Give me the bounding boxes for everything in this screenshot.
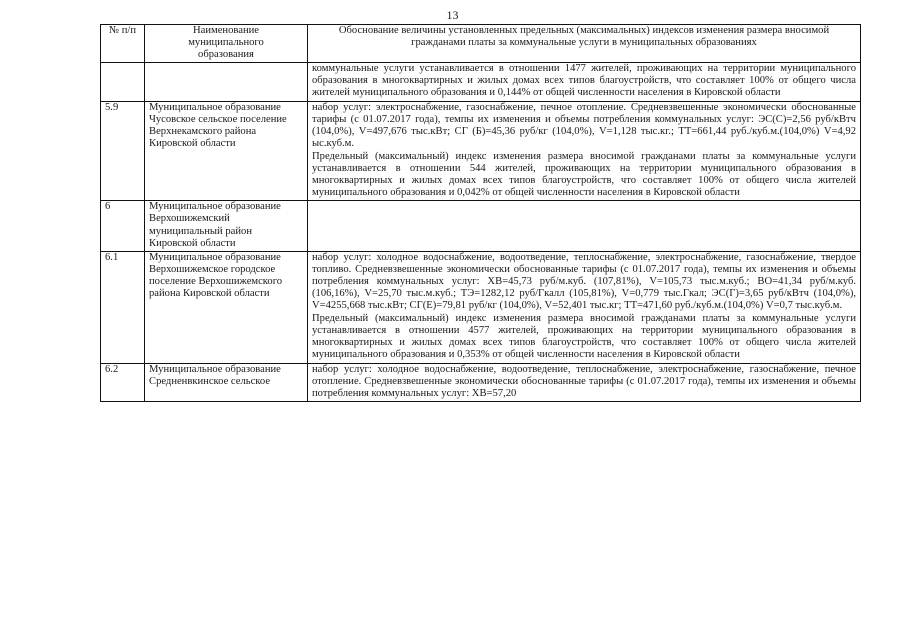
page-number: 13	[446, 8, 459, 22]
row-number	[101, 63, 145, 101]
municipality-name: Муниципальное образование Чусовское сельское поселение Верхнекамского района Кировской области	[145, 101, 308, 201]
table-row	[101, 201, 861, 251]
justification-cell	[308, 63, 861, 101]
justification-cell	[308, 363, 861, 401]
table-row	[101, 251, 861, 363]
row-number: 6	[101, 201, 145, 251]
justification-paragraph: коммунальные услуги устанавливается в отношении 1477 жителей, проживающих на территории муниципального образования в многоквартирных и жилых домах всех типов благоустройств, что составляет 100% от общего числа жителей муниципального образования и 0,144% от общей численности населения в Кировской области	[312, 63, 856, 99]
tariff-table	[100, 24, 861, 402]
municipality-name: Муниципальное образование Верхошижемский муниципальный район Кировской области	[145, 201, 308, 251]
table-body	[101, 63, 861, 402]
municipality-name	[145, 63, 308, 101]
justification-paragraph: набор услуг: холодное водоснабжение, водоотведение, теплоснабжение, электроснабжение, газоснабжение, твердое топливо. Средневзвешенные экономически обоснованные тарифы (с 01.07.2017 года), темпы их изменения и объемы потребления коммунальных услуг: ХВ=45,73 руб/м.куб. (107,81%), V=105,73 тыс.м.куб.; ВО=41,34 руб/м.куб. (106,16%), V=25,70 тыс.м.куб.; ТЭ=1282,12 руб/Гкалл (105,81%), V=0,779 тыс.Гкал; ЭС(Г)=3,65 руб/кВтч (104,0%), V=4255,668 тыс.кВт; СГ(Е)=79,81 руб/кг (104,0%), V=52,401 тыс.кг; ТТ=471,60 руб./куб.м.(104,0%) V=0,7 тыс.куб.м.	[312, 251, 856, 312]
justification-cell	[308, 251, 861, 363]
header-municipality: Наименование муниципального образования	[145, 25, 308, 63]
justification-paragraph: набор услуг: электроснабжение, газоснабжение, печное отопление. Средневзвешенные экономически обоснованные тарифы (с 01.07.2017 года), темпы их изменения и объемы потребления коммунальных услуг: ЭС(С)=2,56 руб/кВтч (104,0%), V=497,676 тыс.кВт; СГ (Б)=45,36 руб/кг (104,0%), V=1,128 тыс.кг.; ТТ=661,44 руб./куб.м.(104,0%) V=4,92 ыс.куб.м.	[312, 101, 856, 149]
justification-paragraph: Предельный (максимальный) индекс изменения размера вносимой гражданами платы за коммунальные услуги устанавливается в отношении 4577 жителей, проживающих на территории муниципального образования в многоквартирных и жилых домах всех типов благоустройств, что составляет 100% от общего числа жителей муниципального образования и 0,353% от общей численности населения в Кировской области	[312, 313, 856, 361]
municipality-name: Муниципальное образование Средненвкинское сельское	[145, 363, 308, 401]
justification-paragraph: набор услуг: холодное водоснабжение, водоотведение, теплоснабжение, электроснабжение, газоснабжение, печное отопление. Средневзвешенные экономически обоснованные тарифы (с 01.07.2017 года), темпы их изменения и объемы потребления коммунальных услуг: ХВ=57,20	[312, 363, 856, 399]
header-justification: Обоснование величины установленных предельных (максимальных) индексов изменения размера вносимой гражданами платы за коммунальные услуги в муниципальных образованиях	[308, 25, 861, 63]
table-row	[101, 63, 861, 101]
table-header-row	[101, 25, 861, 63]
row-number: 5.9	[101, 101, 145, 201]
table-row	[101, 363, 861, 401]
justification-cell	[308, 201, 861, 251]
municipality-name: Муниципальное образование Верхошижемское городское поселение Верхошижемского района Кировской области	[145, 251, 308, 363]
row-number: 6.2	[101, 363, 145, 401]
justification-cell	[308, 101, 861, 201]
justification-paragraph: Предельный (максимальный) индекс изменения размера вносимой гражданами платы за коммунальные услуги устанавливается в отношении 544 жителей, проживающих на территории муниципального образования в многоквартирных и жилых домах всех типов благоустройств, что составляет 100% от общего числа жителей муниципального образования и 0,042% от общей численности населения в Кировской области	[312, 150, 856, 199]
header-number: № п/п	[101, 25, 145, 63]
row-number: 6.1	[101, 251, 145, 363]
table-row	[101, 101, 861, 201]
